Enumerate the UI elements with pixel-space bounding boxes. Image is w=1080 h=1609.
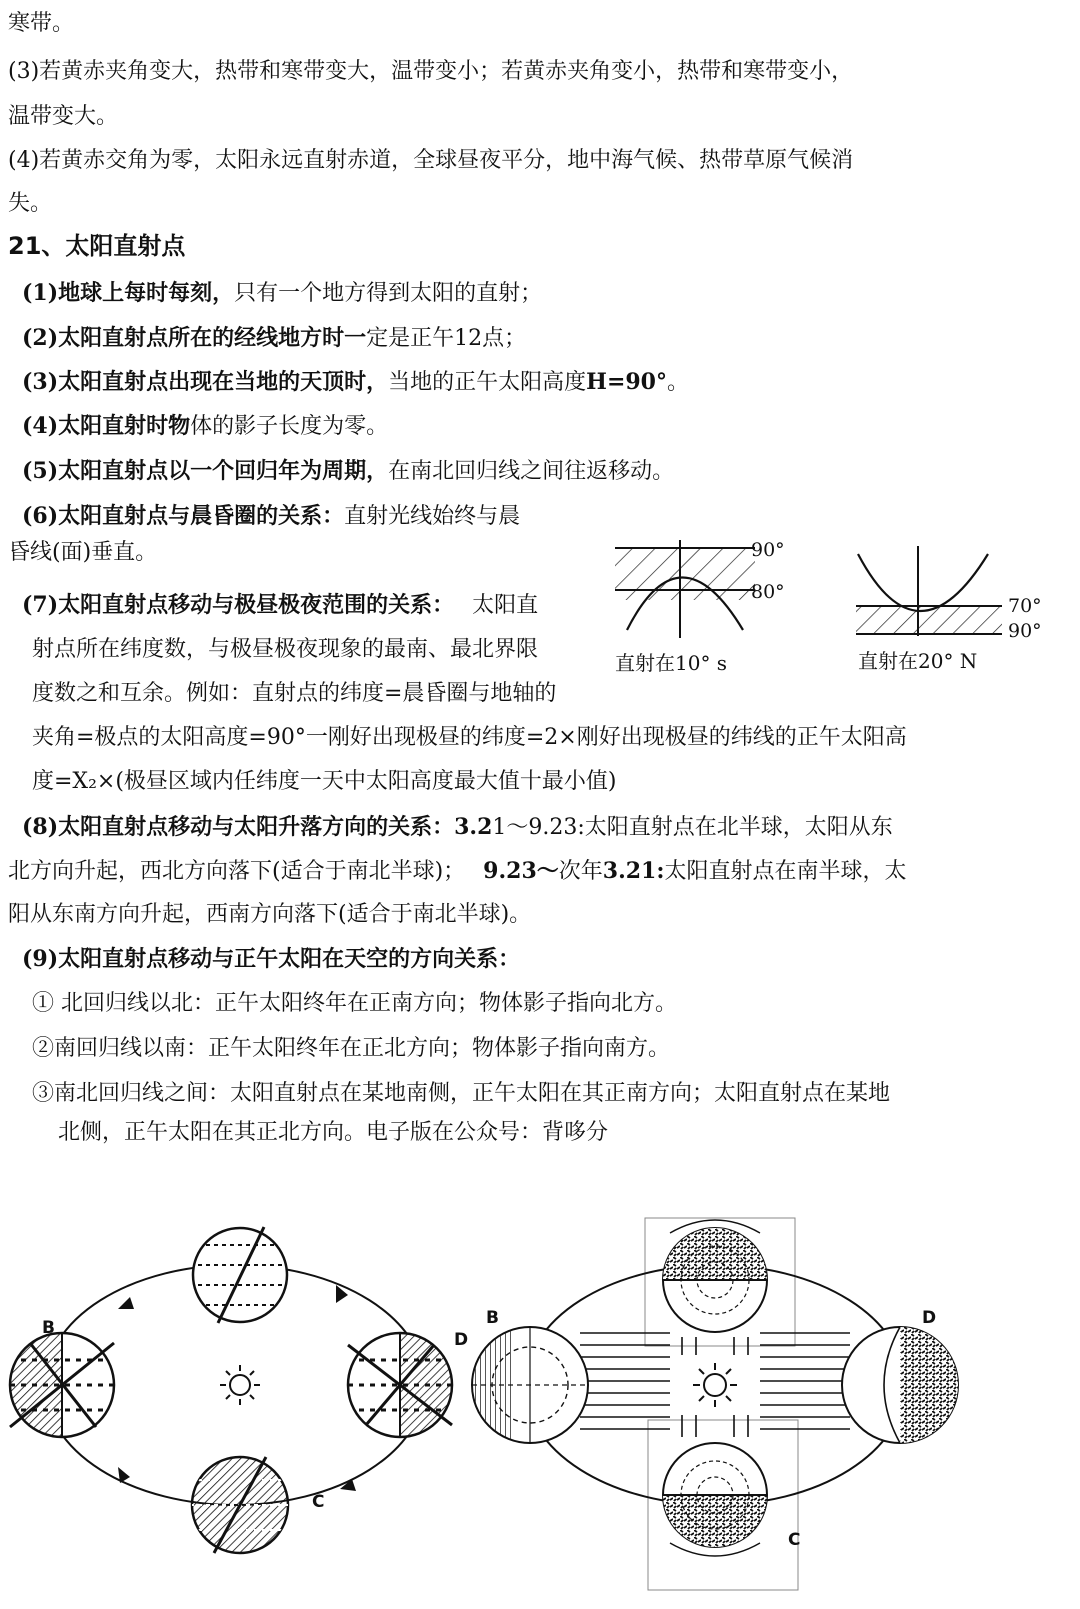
label-b: B bbox=[486, 1308, 499, 1328]
point-5-bold: (5)太阳直射点以一个回归年为周期， bbox=[22, 458, 389, 484]
caption: 直射在20° N bbox=[858, 649, 978, 673]
point-4-bold: (4)太阳直射时物 bbox=[22, 413, 191, 439]
point-7-cont: 夹角=极点的太阳高度=90°一刚好出现极昼的纬度=2×刚好出现极昼的纬线的正午太阳高 bbox=[32, 725, 907, 750]
label-d: D bbox=[922, 1308, 937, 1328]
point-3 bbox=[22, 366, 689, 399]
point-6-text: 直射光线始终与晨 bbox=[344, 504, 521, 529]
point-7-cont: 度=X₂×(极昼区域内任纬度一天中太阳高度最大值十最小值) bbox=[32, 769, 617, 794]
point-2-bold: (2)太阳直射点所在的经线地方时一 bbox=[22, 325, 367, 351]
point-6-cont: 昏线(面)垂直。 bbox=[8, 540, 158, 565]
point-8-bold: (8)太阳直射点移动与太阳升落方向的关系：3.2 bbox=[22, 814, 493, 840]
earth-orbit-diagram-right bbox=[470, 1215, 970, 1595]
point-8-text: 1～9.23:太阳直射点在北半球，太阳从东 bbox=[492, 815, 893, 840]
point-7-cont: 射点所在纬度数，与极昼极夜现象的最南、最北界限 bbox=[32, 637, 539, 662]
point-1-bold: (1)地球上每时每刻， bbox=[22, 280, 235, 306]
point-1 bbox=[22, 277, 542, 310]
polar-day-diagram-south bbox=[605, 530, 815, 680]
point-7-text: 太阳直 bbox=[472, 593, 539, 618]
text-line: (4)若黄赤交角为零，太阳永远直射赤道，全球昼夜平分，地中海气候、热带草原气候消 bbox=[8, 148, 854, 173]
text-line: (3)若黄赤夹角变大，热带和寒带变大，温带变小；若黄赤夹角变小，热带和寒带变小， bbox=[8, 59, 854, 84]
point-8-cont bbox=[8, 855, 907, 888]
point-2 bbox=[22, 322, 526, 355]
label-c: C bbox=[788, 1530, 801, 1550]
sun-rays-left bbox=[580, 1333, 670, 1429]
point-8-seg-bold: 3.21: bbox=[602, 858, 665, 884]
point-2-text: 定是正午12点； bbox=[366, 326, 527, 351]
point-9-item: ②南回归线以南：正午太阳终年在正北方向；物体影子指向南方。 bbox=[32, 1036, 671, 1061]
text-line: 寒带。 bbox=[8, 11, 75, 36]
text-line: 温带变大。 bbox=[8, 104, 119, 129]
orbit-arrow bbox=[118, 1467, 130, 1483]
text-line: 失。 bbox=[8, 191, 53, 216]
label-d: D bbox=[454, 1330, 469, 1350]
point-5-text: 在南北回归线之间往返移动。 bbox=[388, 459, 675, 484]
point-9-item: 北侧，正午太阳在其正北方向。电子版在公众号：背哆分 bbox=[58, 1120, 609, 1145]
earth-orbit-diagram-left bbox=[0, 1215, 470, 1595]
label-90: 90° bbox=[751, 539, 785, 561]
label-90: 90° bbox=[1008, 620, 1042, 642]
point-3-bold-2: H=90° bbox=[586, 369, 667, 395]
point-6 bbox=[22, 500, 520, 533]
terminator-curve bbox=[858, 554, 988, 611]
point-6-bold: (6)太阳直射点与晨昏圈的关系： bbox=[22, 503, 345, 529]
section-heading: 21、太阳直射点 bbox=[8, 232, 186, 260]
sun-rays-right bbox=[760, 1333, 850, 1429]
earth-position-left bbox=[10, 1318, 114, 1437]
label-70: 70° bbox=[1008, 595, 1042, 617]
orbit-arrow bbox=[118, 1297, 134, 1309]
point-3-text-2: 。 bbox=[667, 370, 690, 395]
point-8-seg: 次年 bbox=[558, 859, 603, 884]
sun-icon bbox=[693, 1363, 737, 1407]
globe-right bbox=[842, 1308, 958, 1443]
point-5 bbox=[22, 455, 674, 488]
point-9-item: ③南北回归线之间：太阳直射点在某地南侧，正午太阳在其正南方向；太阳直射点在某地 bbox=[32, 1081, 891, 1106]
point-7 bbox=[22, 589, 538, 622]
point-8-seg: 北方向升起，西北方向落下(适合于南北半球)； bbox=[8, 859, 466, 884]
point-4-text: 体的影子长度为零。 bbox=[190, 414, 389, 439]
earth-position-bottom bbox=[190, 1457, 324, 1553]
point-8-seg: 太阳直射点在南半球，太 bbox=[664, 859, 907, 884]
label-b: B bbox=[42, 1318, 55, 1338]
point-7-bold: (7)太阳直射点移动与极昼极夜范围的关系： bbox=[22, 592, 455, 618]
point-8-cont: 阳从东南方向升起，西南方向落下(适合于南北半球)。 bbox=[8, 902, 532, 927]
point-8-seg-bold: 9.23～ bbox=[483, 858, 559, 884]
point-3-text: 当地的正午太阳高度 bbox=[388, 370, 587, 395]
polar-day-diagram-north bbox=[848, 540, 1048, 680]
globe-left bbox=[472, 1308, 588, 1443]
label-c: C bbox=[312, 1492, 325, 1512]
sun-icon bbox=[220, 1365, 260, 1405]
point-8 bbox=[22, 811, 893, 844]
point-1-text: 只有一个地方得到太阳的直射； bbox=[234, 281, 543, 306]
caption: 直射在10° s bbox=[615, 651, 728, 675]
point-7-cont: 度数之和互余。例如：直射点的纬度=晨昏圈与地轴的 bbox=[32, 681, 557, 706]
point-4 bbox=[22, 410, 388, 443]
earth-position-right bbox=[348, 1330, 468, 1437]
label-80: 80° bbox=[751, 581, 785, 603]
point-9: (9)太阳直射点移动与正午太阳在天空的方向关系： bbox=[22, 946, 521, 972]
point-9-item: ① 北回归线以北：正午太阳终年在正南方向；物体影子指向北方。 bbox=[32, 991, 677, 1016]
point-3-bold: (3)太阳直射点出现在当地的天顶时， bbox=[22, 369, 389, 395]
earth-position-top bbox=[190, 1227, 290, 1323]
